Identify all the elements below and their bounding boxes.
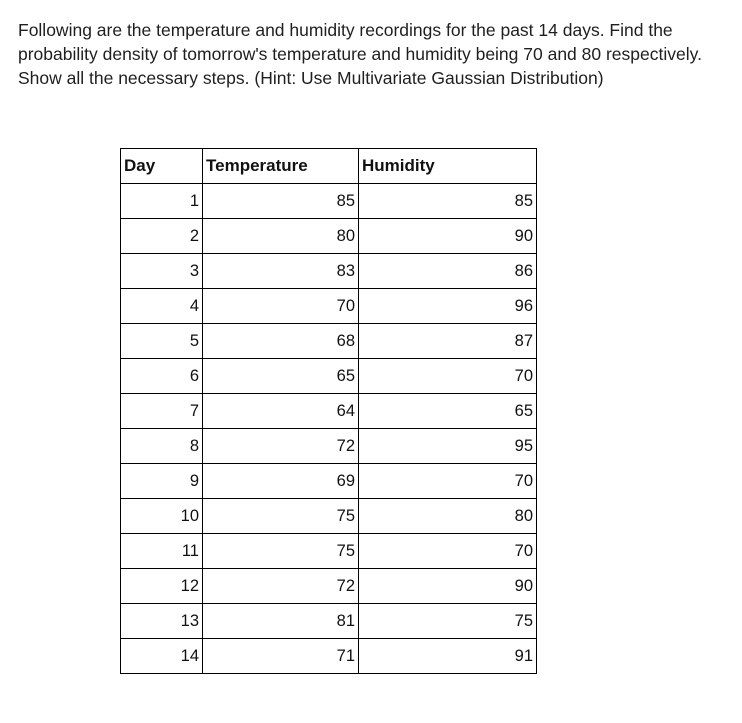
cell-temperature: 64 (203, 394, 359, 429)
cell-humidity: 70 (359, 534, 537, 569)
cell-humidity: 70 (359, 359, 537, 394)
cell-temperature: 70 (203, 289, 359, 324)
recordings-table (120, 148, 537, 674)
cell-day: 5 (121, 324, 203, 359)
table-row (121, 534, 537, 569)
cell-day: 12 (121, 569, 203, 604)
header-humidity: Humidity (359, 149, 537, 184)
table-row (121, 394, 537, 429)
cell-humidity: 90 (359, 569, 537, 604)
cell-temperature: 80 (203, 219, 359, 254)
cell-humidity: 65 (359, 394, 537, 429)
cell-humidity: 95 (359, 429, 537, 464)
cell-humidity: 75 (359, 604, 537, 639)
cell-temperature: 85 (203, 184, 359, 219)
table-row (121, 429, 537, 464)
table-header-row (121, 149, 537, 184)
table-row (121, 464, 537, 499)
cell-day: 7 (121, 394, 203, 429)
cell-day: 4 (121, 289, 203, 324)
cell-temperature: 71 (203, 639, 359, 674)
table-row (121, 359, 537, 394)
table-row (121, 499, 537, 534)
cell-humidity: 91 (359, 639, 537, 674)
cell-day: 8 (121, 429, 203, 464)
cell-temperature: 81 (203, 604, 359, 639)
cell-humidity: 70 (359, 464, 537, 499)
cell-temperature: 83 (203, 254, 359, 289)
question-text: Following are the temperature and humidity recordings for the past 14 days. Find the probability density of tomorrow's temperature and humidity being 70 and 80 respectively. Show all the necessary steps. (Hint: Use Multivariate Gaussian Distribution) (18, 20, 702, 88)
cell-humidity: 80 (359, 499, 537, 534)
table-row (121, 184, 537, 219)
cell-day: 3 (121, 254, 203, 289)
cell-temperature: 72 (203, 569, 359, 604)
cell-temperature: 75 (203, 534, 359, 569)
cell-temperature: 75 (203, 499, 359, 534)
table-row (121, 604, 537, 639)
table-row (121, 569, 537, 604)
cell-temperature: 72 (203, 429, 359, 464)
cell-temperature: 68 (203, 324, 359, 359)
table-row (121, 639, 537, 674)
header-temperature: Temperature (203, 149, 359, 184)
cell-day: 10 (121, 499, 203, 534)
cell-temperature: 69 (203, 464, 359, 499)
cell-temperature: 65 (203, 359, 359, 394)
cell-humidity: 96 (359, 289, 537, 324)
cell-humidity: 90 (359, 219, 537, 254)
cell-day: 11 (121, 534, 203, 569)
table-row (121, 254, 537, 289)
cell-day: 9 (121, 464, 203, 499)
cell-humidity: 87 (359, 324, 537, 359)
cell-humidity: 85 (359, 184, 537, 219)
cell-humidity: 86 (359, 254, 537, 289)
cell-day: 2 (121, 219, 203, 254)
cell-day: 14 (121, 639, 203, 674)
cell-day: 13 (121, 604, 203, 639)
table-row (121, 289, 537, 324)
cell-day: 6 (121, 359, 203, 394)
cell-day: 1 (121, 184, 203, 219)
header-day: Day (121, 149, 203, 184)
table-row (121, 219, 537, 254)
table-body (121, 184, 537, 674)
table-row (121, 324, 537, 359)
